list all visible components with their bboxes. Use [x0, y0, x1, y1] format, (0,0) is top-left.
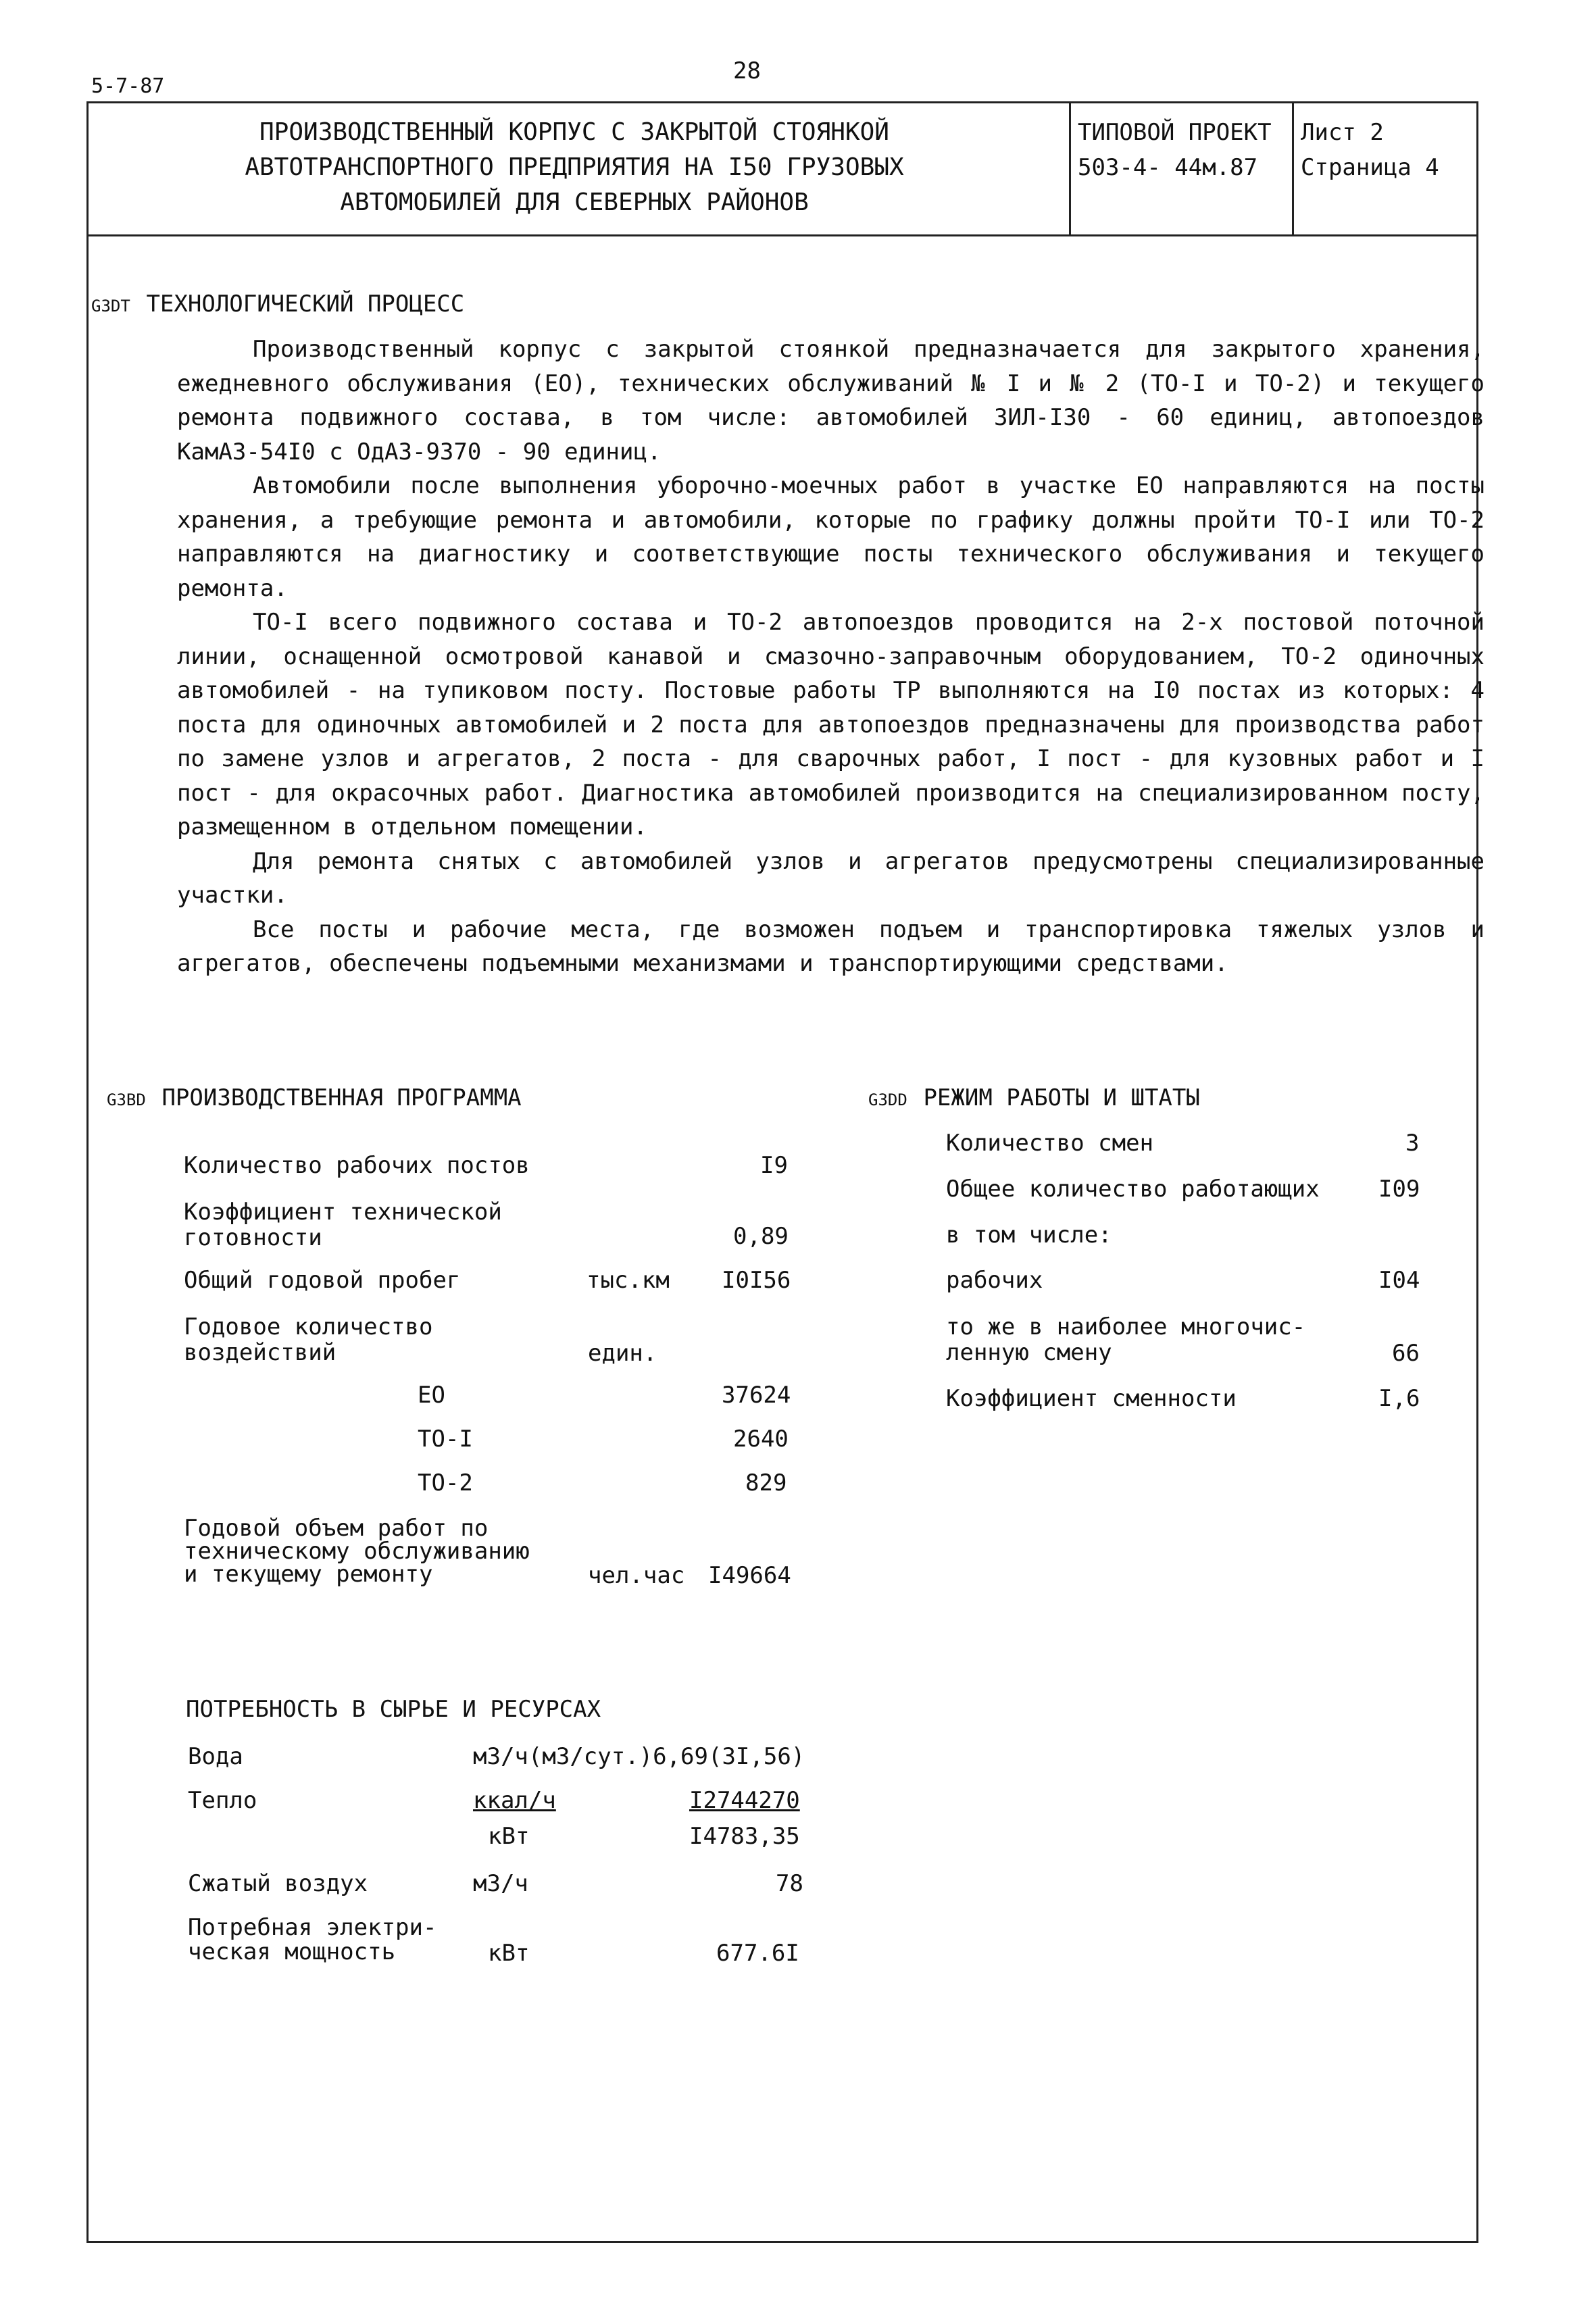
volume-unit: чел.час: [588, 1562, 685, 1589]
eo-value: 37624: [722, 1382, 791, 1409]
paragraph: Все посты и рабочие места, где возможен подъем и транспортировка тяжелых узлов и агрегатов, обеспечены подъемными механизмами и транспортирующими средствами.: [177, 915, 1485, 977]
shifts-label: Количество смен: [946, 1130, 1154, 1157]
section-title: РЕЖИМ РАБОТЫ И ШТАТЫ: [923, 1084, 1200, 1111]
project-number: 503-4- 44м.87: [1078, 154, 1258, 181]
eo-label: ЕО: [418, 1382, 445, 1409]
heat-value-kcal: I2744270: [689, 1787, 800, 1814]
impacts-label-line: Годовое количество: [184, 1313, 433, 1340]
max-shift-label-line: ленную смену: [946, 1339, 1112, 1366]
shifts-value: 3: [1405, 1130, 1420, 1157]
project-label: ТИПОВОЙ ПРОЕКТ: [1078, 119, 1272, 146]
title-block-divider: [1069, 101, 1071, 236]
including-label: в том числе:: [946, 1222, 1112, 1249]
shift-coef-value: I,6: [1378, 1385, 1420, 1412]
document-code: 5-7-87: [91, 74, 165, 98]
power-label: [188, 1915, 437, 1964]
impacts-label: [184, 1314, 432, 1365]
power-value: 677.6I: [716, 1940, 799, 1967]
to1-label: ТО-I: [418, 1426, 473, 1453]
section-title: ПРОИЗВОДСТВЕННАЯ ПРОГРАММА: [161, 1084, 522, 1111]
project-title-line: АВТОМОБИЛЕЙ ДЛЯ СЕВЕРНЫХ РАЙОНОВ: [340, 188, 809, 216]
section-code: G3BD: [107, 1090, 146, 1109]
sheet-cell: [1301, 115, 1439, 185]
water-label: Вода: [188, 1743, 243, 1770]
mileage-value: I0I56: [722, 1267, 791, 1294]
air-label: Сжатый воздух: [188, 1870, 368, 1897]
max-shift-value: 66: [1392, 1340, 1420, 1367]
project-title: [95, 115, 1054, 220]
air-unit: м3/ч: [473, 1870, 528, 1897]
program-section-heading: [107, 1084, 522, 1111]
heat-value-kw: I4783,35: [689, 1823, 800, 1850]
posts-value: I9: [760, 1152, 788, 1179]
volume-label-line: Годовой объем работ по: [184, 1515, 489, 1542]
workers-label: рабочих: [946, 1267, 1043, 1294]
to1-value: 2640: [733, 1426, 789, 1453]
project-id-cell: [1078, 115, 1272, 185]
posts-label: Количество рабочих постов: [184, 1152, 530, 1179]
volume-label-line: и текущему ремонту: [184, 1561, 433, 1588]
volume-label: [184, 1517, 530, 1586]
sheet-number: Лист 2: [1301, 119, 1384, 146]
power-label-line: ческая мощность: [188, 1938, 396, 1965]
page-number: 28: [733, 57, 761, 84]
water-value: м3/ч(м3/сут.)6,69(3I,56): [473, 1743, 805, 1770]
air-value: 78: [776, 1870, 803, 1897]
power-unit: кВт: [488, 1940, 530, 1967]
paragraph: Производственный корпус с закрытой стоянкой предназначается для закрытого хранения, ежедневного обслуживания (ЕО), технических обслуживаний № I и № 2 (ТО-I и ТО-2) и текущего ремонта подвижного состава, в том числе: автомобилей ЗИЛ-I30 - 60 единиц, автопоездов КамАЗ-54I0 с ОдАЗ-9370 - 90 единиц.: [177, 336, 1485, 466]
power-label-line: Потребная электри-: [188, 1914, 437, 1941]
project-title-line: ПРОИЗВОДСТВЕННЫЙ КОРПУС С ЗАКРЫТОЙ СТОЯНКОЙ: [259, 118, 889, 146]
paragraph: ТО-I всего подвижного состава и ТО-2 автопоездов проводится на 2-х постовой поточной линии, оснащенной осмотровой канавой и смазочно-заправочным оборудованием, ТО-2 одиночных автомобилей - на тупиковом посту. Постовые работы ТР выполняются на I0 постах из которых: 4 поста для одиночных автомобилей и 2 поста для автопоездов предназначены для производства работ по замене узлов и агрегатов, 2 поста - для сварочных работ, I пост - для кузовных работ и I пост - для окрасочных работ. Диагностика автомобилей производится на специализированном посту, размещенном в отдельном помещении.: [177, 609, 1485, 840]
ktg-value: 0,89: [733, 1223, 789, 1250]
tech-process-text: [177, 332, 1485, 981]
volume-value: I49664: [708, 1562, 791, 1589]
heat-unit-kw: кВт: [488, 1823, 530, 1850]
volume-label-line: техническому обслуживанию: [184, 1538, 530, 1565]
tech-section-heading: [91, 291, 464, 318]
to2-label: ТО-2: [418, 1469, 473, 1496]
paragraph: Автомобили после выполнения уборочно-моечных работ в участке ЕО направляются на посты хранения, а требующие ремонта и автомобили, которые по графику должны пройти ТО-I или ТО-2 направляются на диагностику и соответствующие посты технического обслуживания и текущего ремонта.: [177, 472, 1485, 602]
staff-section-heading: [868, 1084, 1200, 1111]
section-title: ТЕХНОЛОГИЧЕСКИЙ ПРОЦЕСС: [146, 291, 465, 318]
impacts-unit: един.: [588, 1340, 657, 1367]
to2-value: 829: [745, 1469, 787, 1496]
heat-label: Тепло: [188, 1787, 257, 1814]
max-shift-label: [946, 1314, 1305, 1365]
title-block-divider: [1292, 101, 1294, 236]
paragraph: Для ремонта снятых с автомобилей узлов и агрегатов предусмотрены специализированные участки.: [177, 847, 1485, 909]
ktg-label-line: готовности: [184, 1224, 322, 1251]
total-staff-value: I09: [1378, 1176, 1420, 1203]
total-staff-label: Общее количество работающих: [946, 1176, 1320, 1203]
max-shift-label-line: то же в наиболее многочис-: [946, 1313, 1306, 1340]
page-label: Страница 4: [1301, 154, 1439, 181]
section-code: G3DD: [868, 1090, 907, 1109]
impacts-label-line: воздействий: [184, 1339, 336, 1366]
project-title-line: АВТОТРАНСПОРТНОГО ПРЕДПРИЯТИЯ НА I50 ГРУЗОВЫХ: [245, 153, 904, 181]
mileage-unit: тыс.км: [587, 1267, 670, 1294]
shift-coef-label: Коэффициент сменности: [946, 1385, 1237, 1412]
ktg-label: [184, 1199, 502, 1251]
heat-unit-kcal: ккал/ч: [473, 1787, 556, 1814]
resources-title: ПОТРЕБНОСТЬ В СЫРЬЕ И РЕСУРСАХ: [186, 1696, 601, 1723]
workers-value: I04: [1378, 1267, 1420, 1294]
mileage-label: Общий годовой пробег: [184, 1267, 461, 1294]
section-code: G3DT: [91, 297, 130, 316]
ktg-label-line: Коэффициент технической: [184, 1199, 502, 1226]
